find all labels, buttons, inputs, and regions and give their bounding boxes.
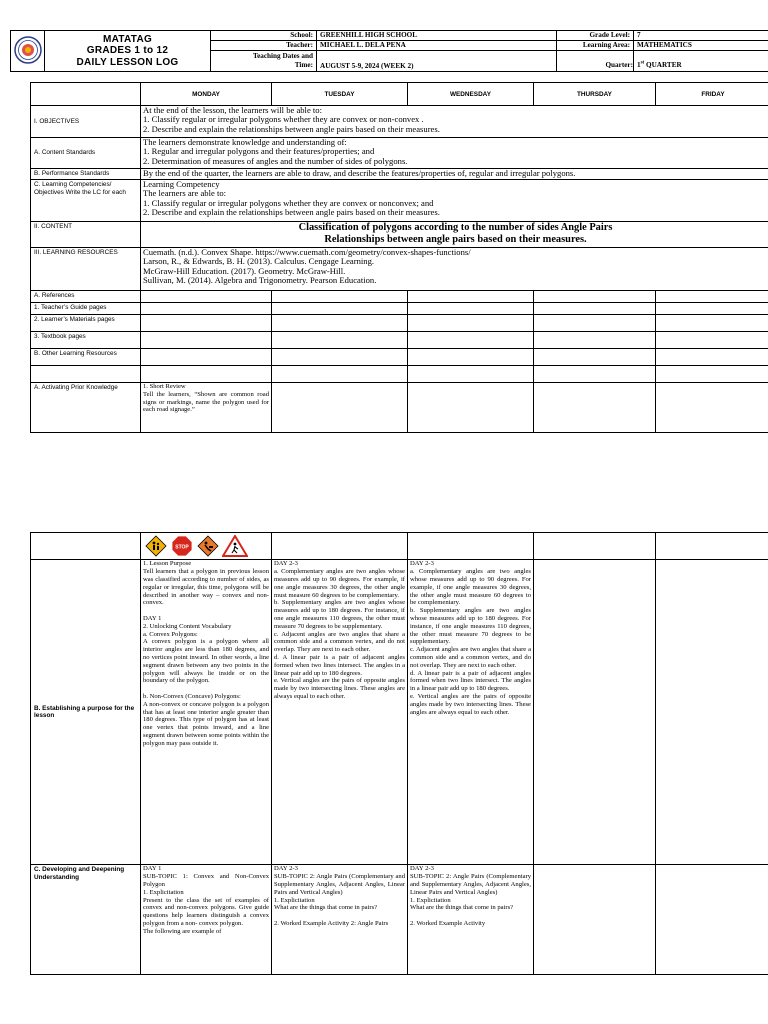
dates-label: Teaching Dates and Time: xyxy=(211,51,317,72)
pedestrian-warning-sign-icon xyxy=(222,535,248,559)
learning-resources-label: III. LEARNING RESOURCES xyxy=(31,248,141,291)
purpose-tuesday-text: DAY 2-3 a. Complementary angles are two angles whose measures add up to 90 degrees. For example, if one angle measures 30 degrees, the other angle must measure 60 degrees to be complementary. b. Supplementary angles are two angles whose measures add up to 180 degrees. For instance, if one angle measures 110 degrees, the other must measure 70 degrees to be supplementary. c. Adjacent angles are two angles that share a common side and a common vertex, and do not overlap. They are next to each other. d. A linear pair is a pair of adjacent angles formed when two lines intersect. The angles in a linear pair add up to 180 degrees. e. Vertical angles are the pairs of opposite angles made by two intersecting lines. These angles are always equal to each other. xyxy=(272,560,408,865)
road-work-sign-icon xyxy=(197,535,219,559)
deped-seal-logo xyxy=(11,31,45,72)
textbook-pages-label: 3. Textbook pages xyxy=(31,332,141,349)
area-label: Learning Area: xyxy=(557,41,634,51)
objectives-label: I. OBJECTIVES xyxy=(31,106,141,138)
learning-resources-text: Cuemath. (n.d.). Convex Shape. https://www.cuemath.com/geometry/convex-shapes-functions/ Larson, R., & Edwards, B. H. (2013). Calculus. Cengage Learning. McGraw-Hill Education. (2017). Geometry. McGraw-Hill. Sullivan, M. (2014). Algebra and Trigonometry. Pearson Education. xyxy=(141,248,768,291)
stop-sign-icon xyxy=(170,535,194,559)
day-header-tuesday: TUESDAY xyxy=(272,83,408,106)
developing-tuesday-text: DAY 2-3 SUB-TOPIC 2: Angle Pairs (Complementary and Supplementary Angles, Adjacent Angles, Linear Pairs and Vertical Angles) 1. Explicitation What are the things that come in pairs? 2. Worked Example Activity 2: Angle Pairs xyxy=(272,865,408,975)
purpose-monday-text: 1. Lesson Purpose Tell learners that a polygon in previous lesson was classified according to number of sides, as regular or irregular, this time, polygons will be described in another way – convex and non-convex. DAY 1 2. Unlocking Content Vocabulary a. Convex Polygons: A convex polygon is a polygon where all interior angles are less than 180 degrees, and no vertices point inward. In other words, a line segment drawn between any two points in the polygon will always lie inside or on the boundary of the polygon. b. Non-Convex (Concave) Polygons: A non-convex or concave polygon is a polygon that has at least one interior angle greater than 180 degrees. This type of polygon has at least one vertex that points inward, and a line segment drawn between some points within the polygon may pass outside it. xyxy=(141,560,272,865)
lesson-table-part-1 xyxy=(30,82,768,433)
other-resources-label: B. Other Learning Resources xyxy=(31,349,141,366)
school-crossing-sign-icon xyxy=(145,535,167,559)
developing-monday-text: DAY 1 SUB-TOPIC 1: Convex and Non-Convex Polygon 1. Explicitation Present to the class the set of examples of convex and non-convex polygons. Give guide questions help learners distinguish a convex polygon from a non- convex polygon. The following are example of xyxy=(141,865,272,975)
grade-value: 7 xyxy=(634,31,768,41)
learners-materials-label: 2. Learner’s Materials pages xyxy=(31,315,141,332)
lesson-table-part-2 xyxy=(30,532,768,975)
day-header-wednesday: WEDNESDAY xyxy=(408,83,534,106)
school-label: School: xyxy=(211,31,317,41)
content-label: II. CONTENT xyxy=(31,222,141,248)
road-signs-images xyxy=(141,533,272,560)
performance-standards-text: By the end of the quarter, the learners are able to draw, and describe the features/properties of, regular and irregular polygons. xyxy=(141,169,768,180)
teachers-guide-label: 1. Teacher’s Guide pages xyxy=(31,303,141,315)
objectives-text: At the end of the lesson, the learners will be able to: 1. Classify regular or irregular polygons whether they are convex or non-convex . 2. Describe and explain the relationships between angle pairs based on their measures. xyxy=(141,106,768,138)
teacher-value: MICHAEL L. DELA PENA xyxy=(317,41,557,51)
content-standards-label: A. Content Standards xyxy=(31,138,141,169)
activating-knowledge-label: A. Activating Prior Knowledge xyxy=(31,383,141,433)
svg-text:STOP: STOP xyxy=(175,544,189,551)
establishing-purpose-label: B. Establishing a purpose for the lesson xyxy=(31,560,141,865)
corner-header-cell xyxy=(31,83,141,106)
dates-value: AUGUST 5-9, 2024 (WEEK 2) xyxy=(317,51,557,72)
content-text: Classification of polygons according to the number of sides Angle Pairs Relationships between angle pairs based on their measures. xyxy=(141,222,768,248)
day-header-friday: FRIDAY xyxy=(656,83,768,106)
purpose-wednesday-text: DAY 2-3 a. Complementary angles are two angles whose measures add up to 90 degrees. For example, if one angle measures 30 degrees, the other angle must measure 60 degrees to be complementary. b. Supplementary angles are two angles whose measures add up to 180 degrees. For instance, if one angle measures 110 degrees, the other must measure 70 degrees to be supplementary. c. Adjacent angles are two angles that share a common side and a common vertex, and do not overlap. They are next to each other. d. A linear pair is a pair of adjacent angles formed when two lines intersect. The angles in a linear pair add up to 180 degrees. e. Vertical angles are the pairs of opposite angles made by two intersecting lines. These angles are always equal to each other. xyxy=(408,560,534,865)
developing-wednesday-text: DAY 2-3 SUB-TOPIC 2: Angle Pairs (Complementary and Supplementary Angles, Adjacent Angles, Linear Pairs and Vertical Angles) 1. Explicitation What are the things that come in pairs? 2. Worked Example Activity xyxy=(408,865,534,975)
competencies-label: C. Learning Competencies/ Objectives Write the LC for each xyxy=(31,180,141,222)
teacher-label: Teacher: xyxy=(211,41,317,51)
day-header-thursday: THURSDAY xyxy=(534,83,656,106)
quarter-value: 1st QUARTER xyxy=(637,60,682,69)
day-header-monday: MONDAY xyxy=(141,83,272,106)
area-value: MATHEMATICS xyxy=(634,41,768,51)
references-label: A. References xyxy=(31,291,141,303)
lesson-log-title: MATATAG GRADES 1 to 12 DAILY LESSON LOG xyxy=(45,31,211,72)
performance-standards-label: B. Performance Standards xyxy=(31,169,141,180)
school-value: GREENHILL HIGH SCHOOL xyxy=(317,31,557,41)
content-standards-text: The learners demonstrate knowledge and understanding of: 1. Regular and irregular polygons and their features/properties; and 2. Determination of measures of angles and the number of sides of polygons. xyxy=(141,138,768,169)
quarter-label: Quarter: xyxy=(605,61,633,69)
grade-label: Grade Level: xyxy=(557,31,634,41)
activating-knowledge-text: 1. Short Review Tell the learners, “Shown are common road signs or markings, name the polygon used for each road signage.” xyxy=(141,383,272,433)
competencies-text: Learning Competency The learners are able to: 1. Classify regular or irregular polygons whether they are convex or nonconvex; and 2. Describe and explain the relationships between angle pairs based on their measures. xyxy=(141,180,768,222)
developing-understanding-label: C. Developing and Deepening Understanding xyxy=(31,865,141,975)
